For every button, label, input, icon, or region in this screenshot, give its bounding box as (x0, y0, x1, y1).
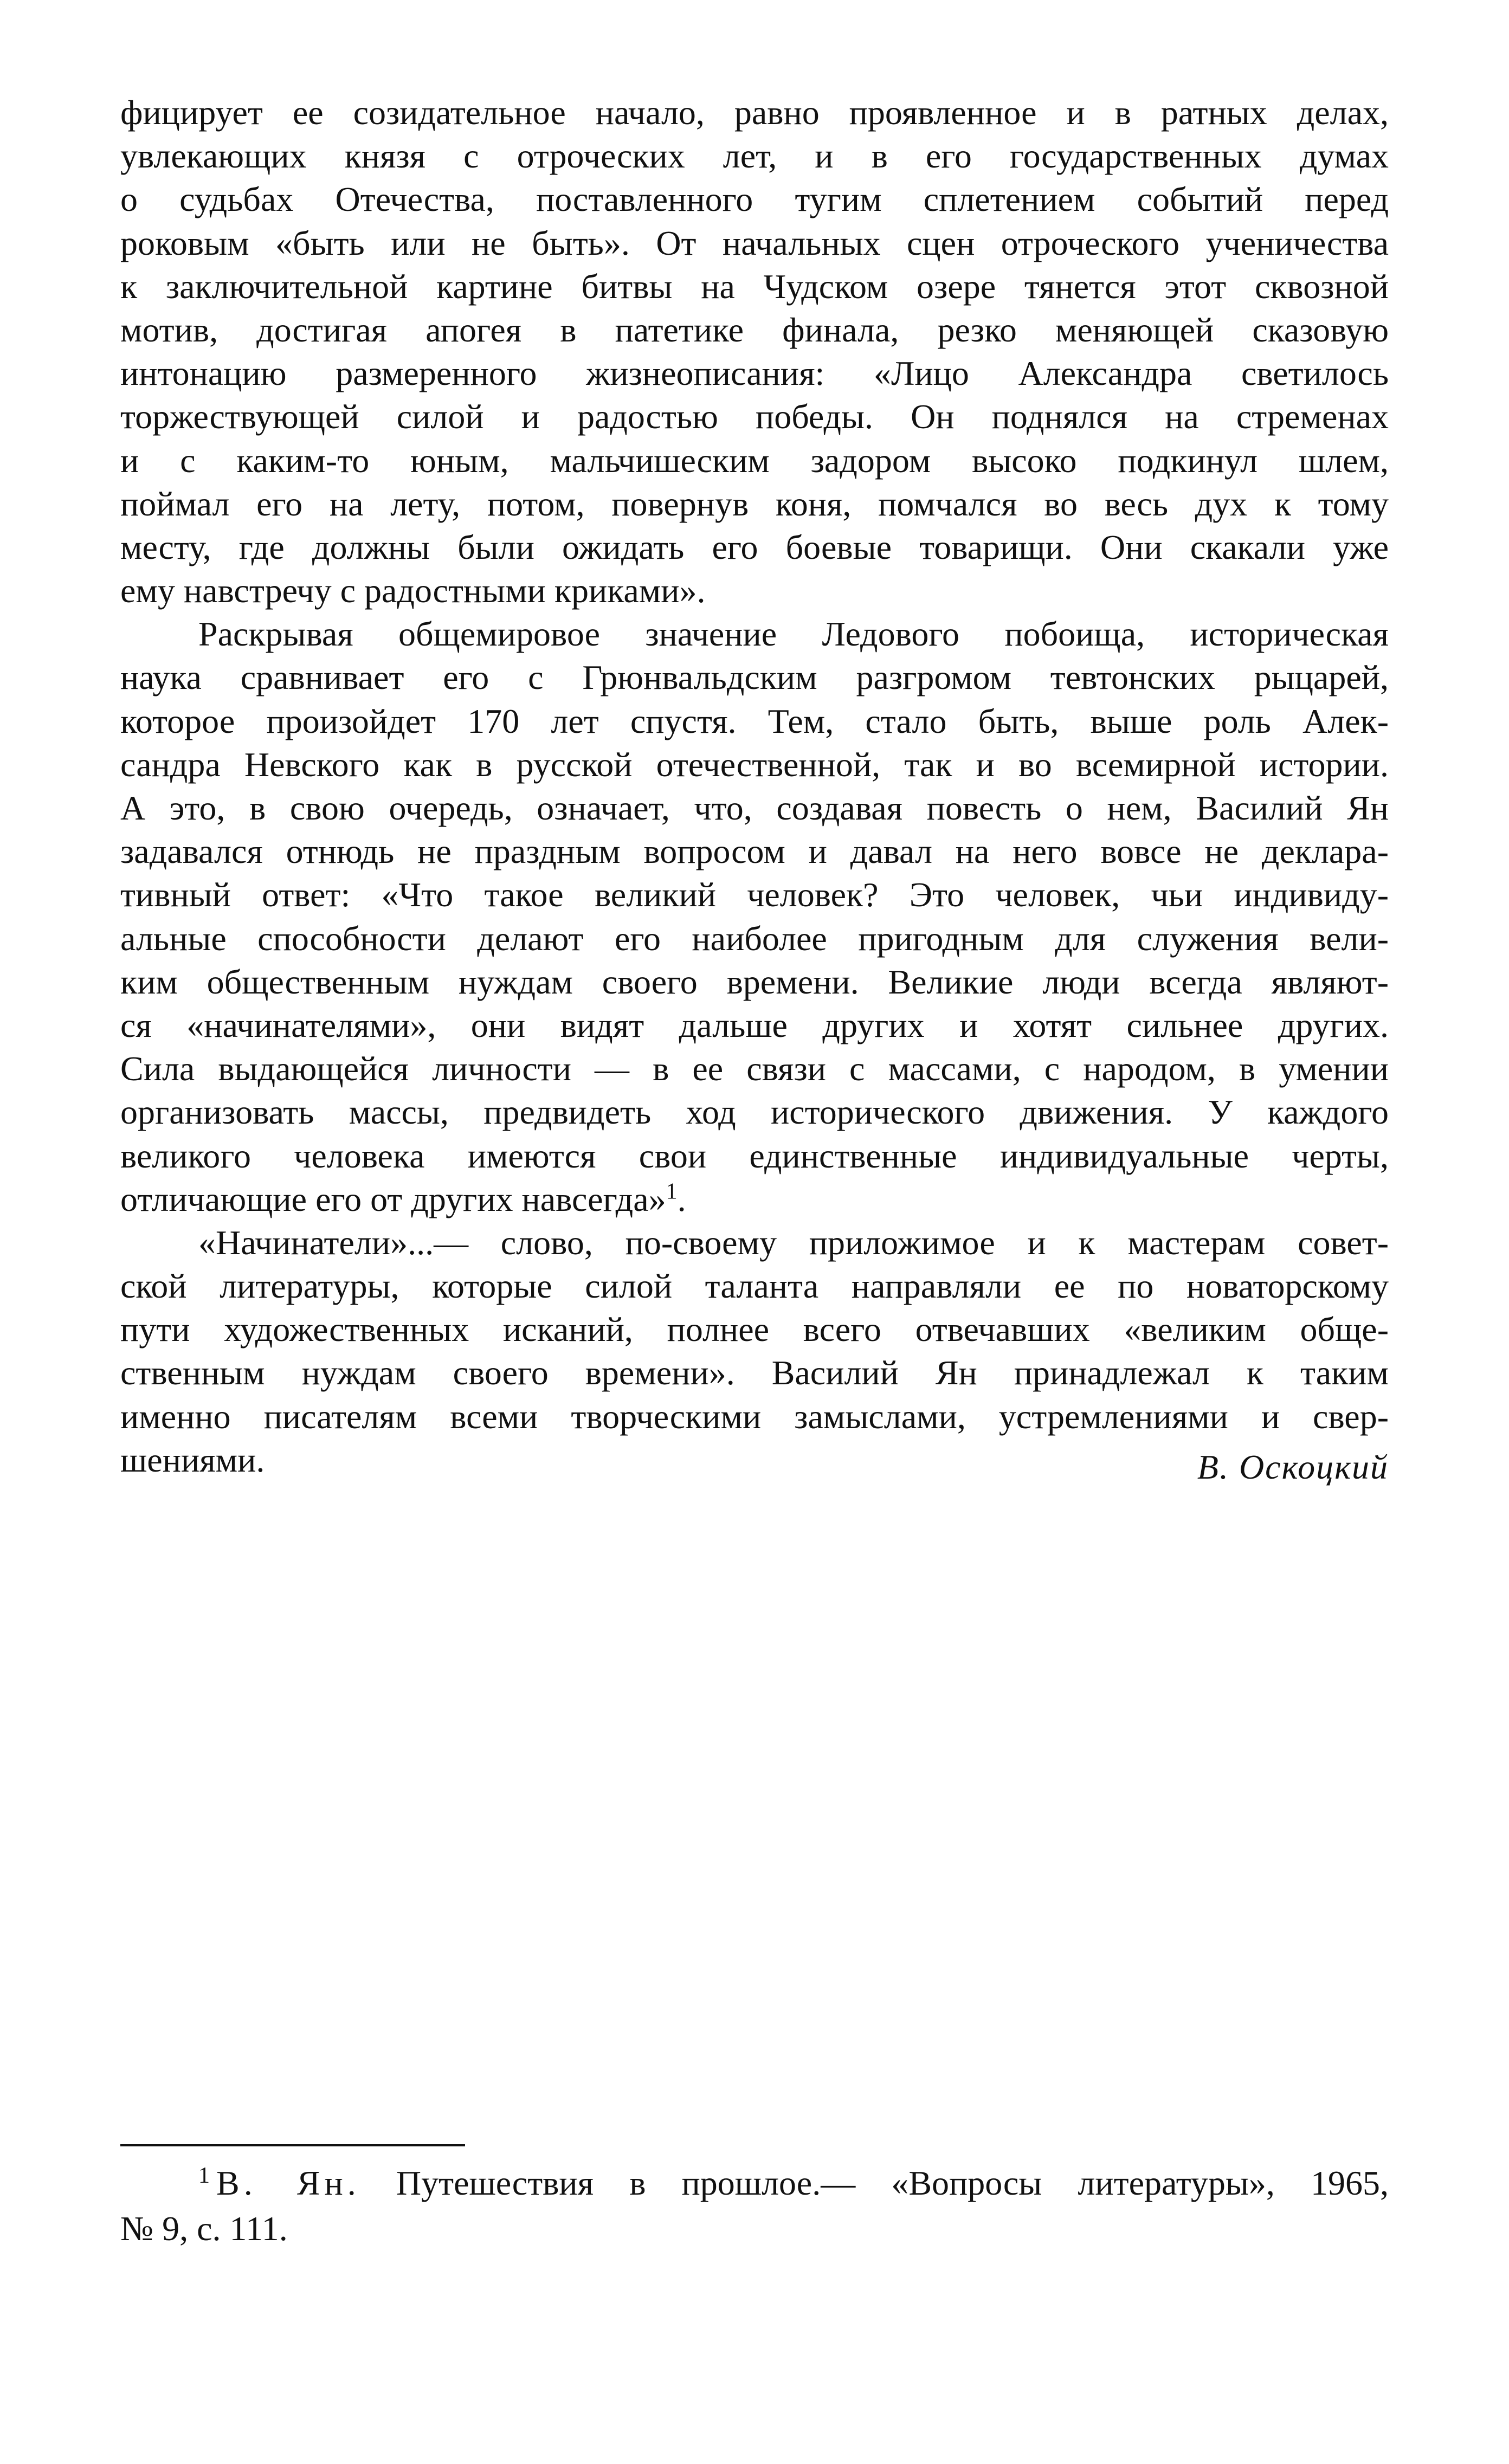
text-line: организовать массы, предвидеть ход исторического движения. У каждого (120, 1093, 1389, 1132)
text-line: и с каким-то юным, мальчишеским задором высоко подкинул шлем, (120, 441, 1389, 480)
text-line: ся «начинателями», они видят дальше других и хотят сильнее других. (120, 1005, 1389, 1044)
footnote-line: № 9, с. 111. (120, 2209, 288, 2248)
text-line: фицирует ее созидательное начало, равно проявленное и в ратных делах, (120, 93, 1389, 132)
text-line: к заключительной картине битвы на Чудском озере тянется этот сквозной (120, 267, 1389, 306)
text-line: А это, в свою очередь, означает, что, создавая повесть о нем, Василий Ян (120, 789, 1389, 827)
text-line: великого человека имеются свои единственные индивидуальные черты, (120, 1136, 1389, 1175)
text-line: именно писателям всеми творческими замыслами, устремлениями и свер- (120, 1397, 1389, 1436)
footnote-author: В. Ян. (216, 2164, 360, 2202)
text-line: торжествующей силой и радостью победы. Он поднялся на стременах (120, 397, 1389, 436)
text-line: ким общественным нуждам своего времени. Великие люди всегда являют- (120, 962, 1389, 1001)
text-line: Сила выдающейся личности — в ее связи с массами, с народом, в умении (120, 1049, 1389, 1088)
text-line: ему навстречу с радостными криками». (120, 571, 706, 610)
footnote (120, 2160, 1389, 2252)
text-line: ственным нуждам своего времени». Василий Ян принадлежал к таким (120, 1353, 1389, 1392)
main-text (120, 91, 1389, 1482)
text-line: пути художественных исканий, полнее всего отвечавших «великим обще- (120, 1310, 1389, 1349)
text-line: поймал его на лету, потом, повернув коня, помчался во весь дух к тому (120, 484, 1389, 523)
text-line-content: отличающие его от других навсегда» (120, 1179, 666, 1218)
footnote-number: 1 (198, 2163, 210, 2188)
text-line: роковым «быть или не быть». От начальных сцен отроческого ученичества (120, 223, 1389, 262)
text-line: интонацию размеренного жизнеописания: «Лицо Александра светилось (120, 354, 1389, 393)
text-line: сандра Невского как в русской отечественной, так и во всемирной истории. (120, 745, 1389, 784)
text-line: тивный ответ: «Что такое великий человек? Это человек, чьи индивиду- (120, 875, 1389, 914)
text-line-with-footnote-ref (120, 1178, 1389, 1221)
author-signature: В. Оскоцкий (1197, 1448, 1389, 1486)
sentence-end: . (677, 1179, 686, 1218)
text-line: наука сравнивает его с Грюнвальдским разгромом тевтонских рыцарей, (120, 658, 1389, 697)
text-line: альные способности делают его наиболее пригодным для служения вели- (120, 919, 1389, 958)
text-line: задавался отнюдь не праздным вопросом и давал на него вовсе не деклара- (120, 832, 1389, 871)
paragraph-start-line: Раскрывая общемировое значение Ледового побоища, историческая (198, 615, 1389, 654)
footnote-reference[interactable]: 1 (666, 1179, 678, 1204)
text-line: месту, где должны были ожидать его боевые товарищи. Они скакали уже (120, 527, 1389, 566)
text-line: о судьбах Отечества, поставленного тугим сплетением событий перед (120, 180, 1389, 219)
text-line: ской литературы, которые силой таланта направляли ее по новаторскому (120, 1267, 1389, 1306)
text-line: мотив, достигая апогея в патетике финала, резко меняющей сказовую (120, 310, 1389, 349)
paragraph-start-line: «Начинатели»...— слово, по-своему приложимое и к мастерам совет- (198, 1223, 1389, 1262)
footnote-divider (120, 2144, 465, 2146)
footnote-line (120, 2160, 1389, 2206)
text-line: шениями. (120, 1440, 265, 1479)
footnote-source: Путешествия в прошлое.— «Вопросы литературы», 1965, (396, 2164, 1389, 2202)
text-line: которое произойдет 170 лет спустя. Тем, стало быть, выше роль Алек- (120, 701, 1389, 740)
text-line: увлекающих князя с отроческих лет, и в его государственных думах (120, 137, 1389, 176)
